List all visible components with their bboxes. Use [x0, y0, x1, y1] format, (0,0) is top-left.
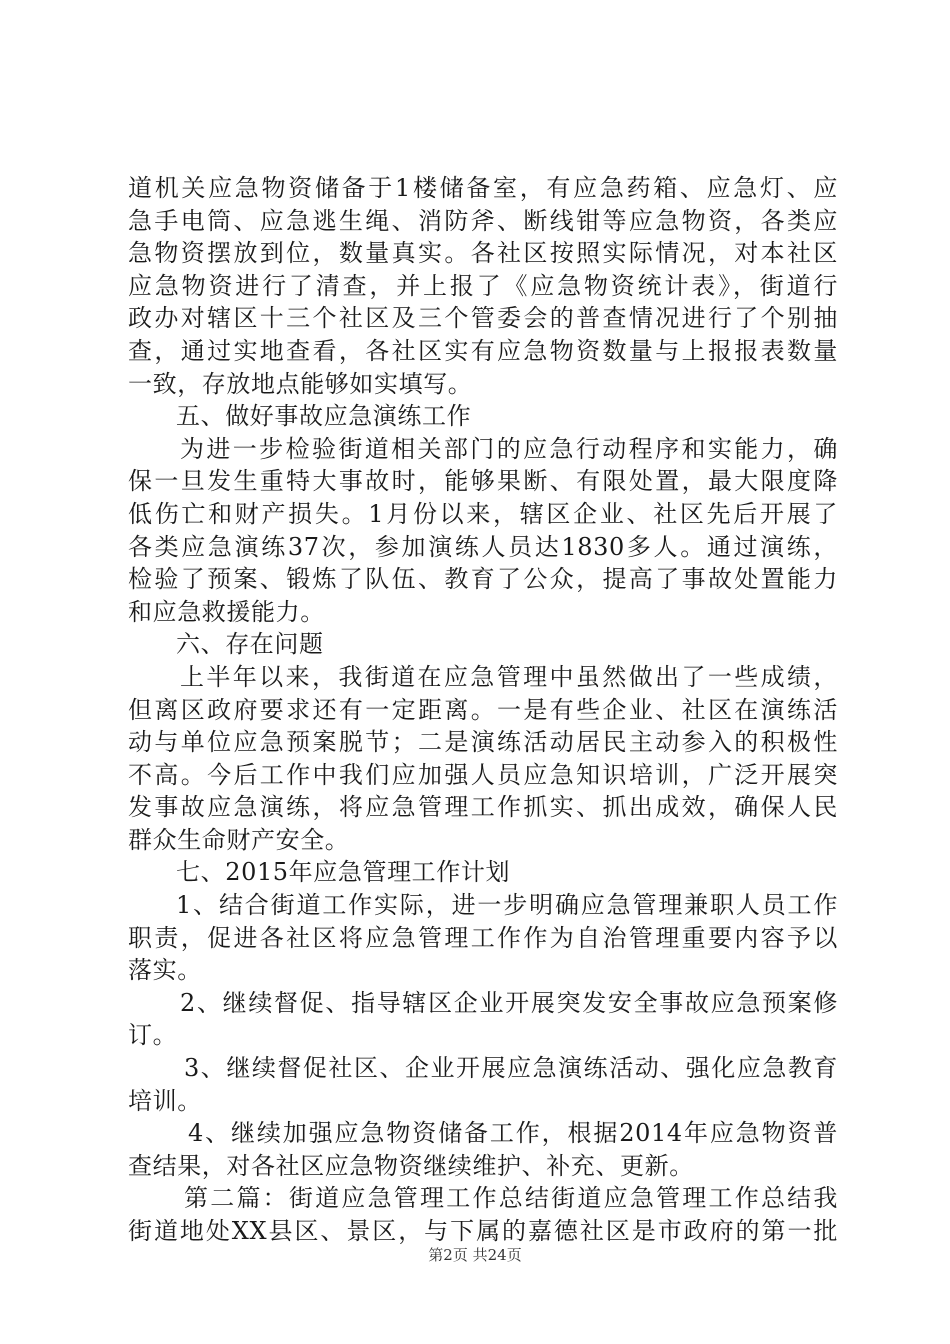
- text-line: 1、结合街道工作实际，进一步明确应急管理兼职人员工作: [176, 891, 838, 920]
- text-line: 街道地处XX县区、景区，与下属的嘉德社区是市政府的第一批: [128, 1217, 838, 1245]
- text-line: 订。: [128, 1021, 178, 1050]
- text-line: 为进一步检验街道相关部门的应急行动程序和实能力，确: [180, 434, 838, 463]
- text-line: 群众生命财产安全。: [128, 825, 350, 854]
- text-line: 发事故应急演练，将应急管理工作抓实、抓出成效，确保人民: [128, 793, 838, 822]
- text-line: 急物资摆放到位，数量真实。各社区按照实际情况，对本社区: [128, 239, 838, 268]
- text-line: 职责，促进各社区将应急管理工作作为自治管理重要内容予以: [128, 923, 838, 952]
- text-line: 五、做好事故应急演练工作: [176, 402, 472, 431]
- text-line: 一致，存放地点能够如实填写。: [128, 369, 473, 398]
- text-line: 政办对辖区十三个社区及三个管委会的普查情况进行了个别抽: [128, 304, 838, 333]
- text-line: 低伤亡和财产损失。1月份以来，辖区企业、社区先后开展了: [128, 499, 838, 528]
- text-line: 3、继续督促社区、企业开展应急演练活动、强化应急教育: [184, 1054, 838, 1083]
- text-line: 查结果，对各社区应急物资继续维护、补充、更新。: [128, 1151, 694, 1180]
- text-line: 但离区政府要求还有一定距离。一是有些企业、社区在演练活: [128, 695, 838, 724]
- text-line: 落实。: [128, 956, 202, 985]
- text-line: 动与单位应急预案脱节；二是演练活动居民主动参入的积极性: [128, 728, 838, 757]
- document-body: [128, 172, 838, 1248]
- text-line: 4、继续加强应急物资储备工作，根据2014年应急物资普: [188, 1119, 838, 1148]
- text-line: 应急物资进行了清查，并上报了《应急物资统计表》，街道行: [128, 271, 838, 300]
- text-line: 各类应急演练37次，参加演练人员达1830多人。通过演练，: [128, 532, 838, 561]
- text-line: 急手电筒、应急逃生绳、消防斧、断线钳等应急物资，各类应: [128, 206, 838, 235]
- text-line: 上半年以来，我街道在应急管理中虽然做出了一些成绩，: [180, 662, 838, 691]
- text-line: 保一旦发生重特大事故时，能够果断、有限处置，最大限度降: [128, 467, 838, 496]
- text-line: 查，通过实地查看，各社区实有应急物资数量与上报报表数量: [128, 336, 838, 365]
- page-footer: 第2页 共24页: [428, 1246, 522, 1264]
- text-line: 检验了预案、锻炼了队伍、教育了公众，提高了事故处置能力: [128, 565, 838, 594]
- text-line: 培训。: [128, 1086, 202, 1115]
- text-line: 道机关应急物资储备于1楼储备室，有应急药箱、应急灯、应: [128, 174, 838, 202]
- text-line: 七、2015年应急管理工作计划: [176, 858, 511, 887]
- text-line: 六、存在问题: [176, 630, 324, 659]
- text-line: 2、继续督促、指导辖区企业开展突发安全事故应急预案修: [180, 988, 838, 1017]
- text-line: 第二篇：街道应急管理工作总结街道应急管理工作总结我: [184, 1184, 838, 1213]
- text-line: 不高。今后工作中我们应加强人员应急知识培训，广泛开展突: [128, 760, 838, 789]
- text-line: 和应急救援能力。: [128, 597, 325, 626]
